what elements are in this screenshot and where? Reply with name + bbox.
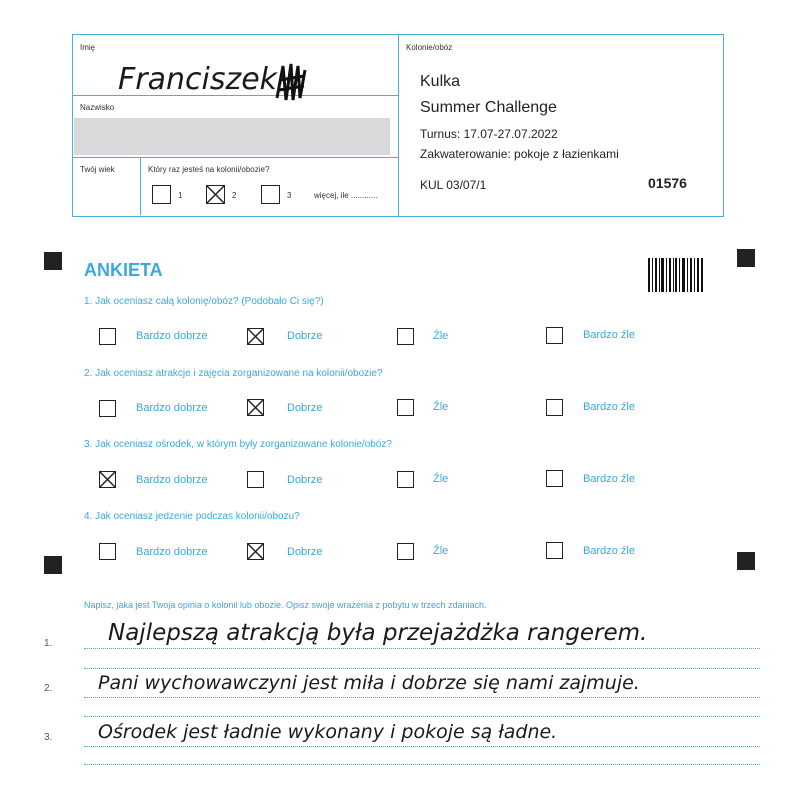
- q4-bardzo-zle-label: Bardzo źle: [583, 545, 635, 557]
- q3-bardzo-zle-checkbox[interactable]: [546, 470, 563, 487]
- opinion-line-1-text[interactable]: Najlepszą atrakcją była przejażdżka rangerem.: [108, 620, 648, 646]
- last-name-label: Nazwisko: [80, 103, 115, 112]
- opinion-line-1-number: 1.: [44, 638, 53, 649]
- q3-dobrze-checkbox[interactable]: [247, 471, 264, 488]
- q4-zle-checkbox[interactable]: [397, 543, 414, 560]
- visit-count-checkbox-3[interactable]: [261, 185, 280, 204]
- q3-bardzo-zle-label: Bardzo źle: [583, 473, 635, 485]
- checkmark-x-icon: [247, 328, 264, 345]
- checkmark-x-icon: [99, 471, 116, 488]
- first-name-value[interactable]: Franciszek: [118, 62, 278, 97]
- opinion-line-2-rule-2: [84, 716, 760, 717]
- header-age-divider: [140, 157, 141, 215]
- q4-dobrze-label: Dobrze: [287, 546, 323, 558]
- q2-bardzo-zle-label: Bardzo źle: [583, 401, 635, 413]
- q1-bardzo-dobrze-label: Bardzo dobrze: [136, 330, 208, 342]
- header-divider: [398, 34, 399, 216]
- visit-count-option-1: 1: [178, 191, 183, 200]
- q4-bardzo-zle-checkbox[interactable]: [546, 542, 563, 559]
- q3-zle-checkbox[interactable]: [397, 471, 414, 488]
- opinion-line-3-rule-2: [84, 764, 760, 765]
- q2-zle-label: Źle: [433, 401, 449, 413]
- q2-zle-checkbox[interactable]: [397, 399, 414, 416]
- registration-mark-top-right: [737, 249, 755, 267]
- opinion-line-3-rule: [84, 746, 760, 747]
- q3-dobrze-label: Dobrze: [287, 474, 323, 486]
- first-name-label: Imię: [80, 43, 96, 52]
- q3-bardzo-dobrze-label: Bardzo dobrze: [136, 474, 208, 486]
- question-1-text: 1. Jak oceniasz całą kolonię/obóz? (Podobało Ci się?): [84, 296, 324, 307]
- camp-name: Kulka: [420, 73, 461, 90]
- checkmark-x-icon: [247, 543, 264, 560]
- visit-count-option-2: 2: [232, 191, 237, 200]
- opinion-line-2-text[interactable]: Pani wychowawczyni jest miła i dobrze się nami zajmuje.: [98, 672, 640, 694]
- scribble-mark: [274, 60, 308, 104]
- form-number: 01576: [648, 175, 687, 191]
- q4-dobrze-checkbox[interactable]: [247, 543, 264, 560]
- q2-bardzo-dobrze-label: Bardzo dobrze: [136, 402, 208, 414]
- camp-code: KUL 03/07/1: [420, 178, 487, 192]
- question-4-text: 4. Jak oceniasz jedzenie podczas kolonii/obozu?: [84, 511, 300, 522]
- opinion-line-2-number: 2.: [44, 683, 53, 694]
- last-name-redaction: [74, 118, 390, 155]
- q4-bardzo-dobrze-checkbox[interactable]: [99, 543, 116, 560]
- q2-dobrze-label: Dobrze: [287, 402, 323, 414]
- visit-count-option-3: 3: [287, 191, 292, 200]
- checkmark-x-icon: [247, 399, 264, 416]
- opinion-line-1-rule: [84, 648, 760, 649]
- age-label: Twój wiek: [80, 165, 115, 174]
- camp-accommodation: Zakwaterowanie: pokoje z łazienkami: [420, 147, 619, 161]
- question-3-text: 3. Jak oceniasz ośrodek, w którym były zorganizowane kolonie/obóz?: [84, 439, 392, 450]
- header-row-line-2: [72, 157, 398, 158]
- q1-bardzo-zle-label: Bardzo źle: [583, 329, 635, 341]
- registration-mark-bottom-right: [737, 552, 755, 570]
- camp-program: Summer Challenge: [420, 99, 557, 116]
- q2-bardzo-zle-checkbox[interactable]: [546, 399, 563, 416]
- camp-turnus: Turnus: 17.07-27.07.2022: [420, 127, 558, 141]
- opinion-prompt: Napisz, jaka jest Twoja opinia o kolonii lub obozie. Opisz swoje wrażenia z pobytu w trzech zdaniach.: [84, 600, 487, 610]
- q3-bardzo-dobrze-checkbox[interactable]: [99, 471, 116, 488]
- visit-count-question: Który raz jesteś na kolonii/obozie?: [148, 165, 270, 174]
- camp-label: Kolonie/obóz: [406, 43, 453, 52]
- visit-count-more: więcej, ile ............: [314, 191, 378, 200]
- q1-dobrze-checkbox[interactable]: [247, 328, 264, 345]
- registration-mark-bottom-left: [44, 556, 62, 574]
- registration-mark-top-left: [44, 252, 62, 270]
- visit-count-checkbox-2[interactable]: [206, 185, 225, 204]
- q1-zle-checkbox[interactable]: [397, 328, 414, 345]
- q4-zle-label: Źle: [433, 545, 449, 557]
- q2-bardzo-dobrze-checkbox[interactable]: [99, 400, 116, 417]
- q1-bardzo-dobrze-checkbox[interactable]: [99, 328, 116, 345]
- q1-dobrze-label: Dobrze: [287, 330, 323, 342]
- survey-title: ANKIETA: [84, 260, 163, 280]
- q4-bardzo-dobrze-label: Bardzo dobrze: [136, 546, 208, 558]
- q1-bardzo-zle-checkbox[interactable]: [546, 327, 563, 344]
- q3-zle-label: Źle: [433, 473, 449, 485]
- barcode: [648, 258, 704, 297]
- opinion-line-1-rule-2: [84, 668, 760, 669]
- q2-dobrze-checkbox[interactable]: [247, 399, 264, 416]
- question-2-text: 2. Jak oceniasz atrakcje i zajęcia zorganizowane na kolonii/obozie?: [84, 368, 383, 379]
- opinion-line-3-text[interactable]: Ośrodek jest ładnie wykonany i pokoje są ładne.: [98, 721, 558, 743]
- checkmark-x-icon: [206, 185, 225, 204]
- opinion-line-3-number: 3.: [44, 732, 53, 743]
- q1-zle-label: Źle: [433, 330, 449, 342]
- opinion-line-2-rule: [84, 697, 760, 698]
- visit-count-checkbox-1[interactable]: [152, 185, 171, 204]
